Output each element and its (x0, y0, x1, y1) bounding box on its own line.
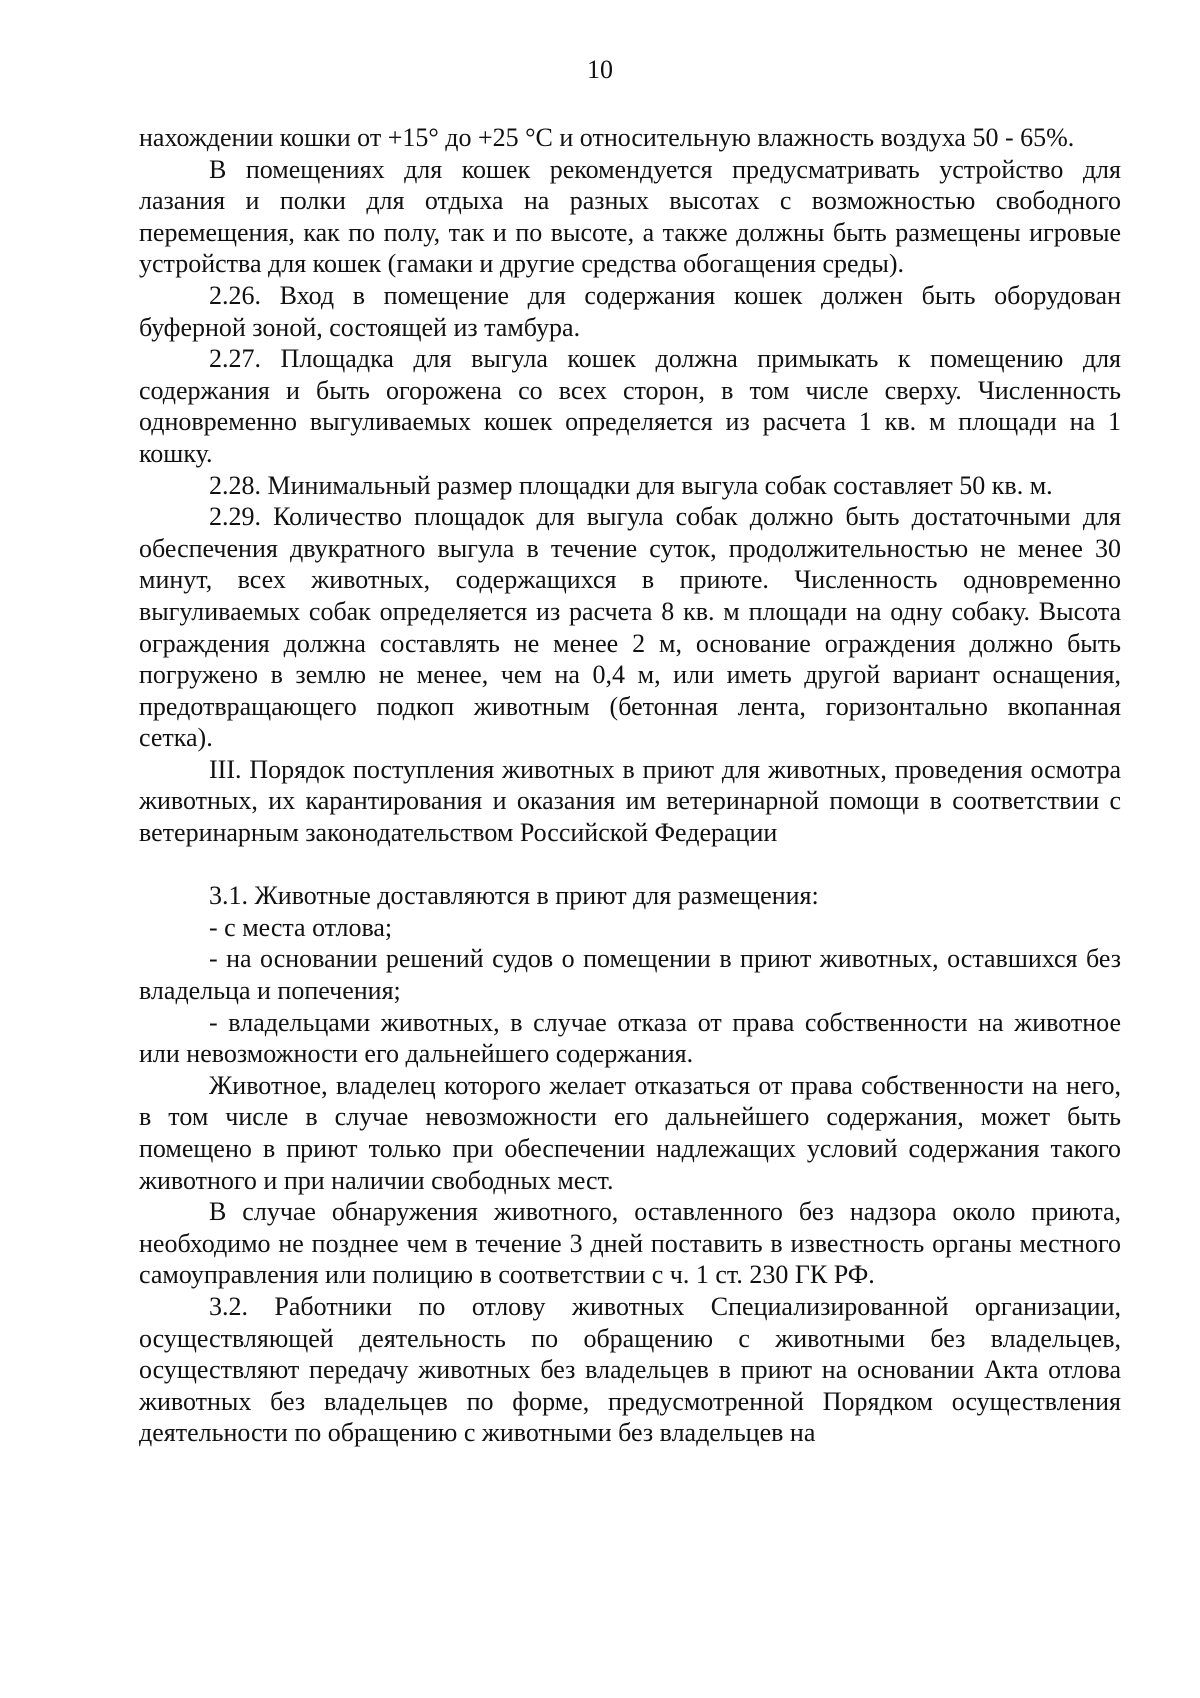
paragraph-owner-renounce: Животное, владелец которого желает отказаться от права собственности на него, в том числе в случае невозможности его дальнейшего содержания, может быть помещено в приют только при обеспечении надлежащих условий содержания такого животного и при наличии свободных мест. (139, 1070, 1121, 1195)
list-item-capture-site: - с места отлова; (209, 912, 393, 942)
section-heading-iii: III. Порядок поступления животных в приют для животных, проведения осмотра животных, их карантирования и оказания им ветеринарной помощи в соответствии с ветеринарным законодательством Российской Федерации (139, 754, 1121, 848)
paragraph-2-29: 2.29. Количество площадок для выгула собак должно быть достаточными для обеспечения двукратного выгула в течение суток, продолжительностью не менее 30 минут, всех животных, содержащихся в приюте. Численность одновременно выгуливаемых собак определяется из расчета 8 кв. м площади на одну собаку. Высота ограждения должна составлять не менее 2 м, основание ограждения должно быть погружено в землю не менее, чем на 0,4 м, или иметь другой вариант оснащения, предотвращающего подкоп животным (бетонная лента, горизонтально вкопанная сетка). (139, 502, 1121, 753)
paragraph-3-1: 3.1. Животные доставляются в приют для размещения: (209, 881, 819, 911)
paragraph-3-2: 3.2. Работники по отлову животных Специализированной организации, осуществляющей деятельность по обращению с животными без владельцев, осуществляют передачу животных без владельцев в приют на основании Акта отлова животных без владельцев по форме, предусмотренной Порядком осуществления деятельности по обращению с животными без владельцев на (139, 1291, 1121, 1448)
paragraph-cat-rooms: В помещениях для кошек рекомендуется предусматривать устройство для лазания и полки для отдыха на разных высотах с возможностью свободного перемещения, как по полу, так и по высоте, а также должны быть размещены игровые устройства для кошек (гамаки и другие средства обогащения среды). (139, 154, 1121, 279)
document-body (139, 122, 1121, 1449)
list-item-owner-refusal: - владельцами животных, в случае отказа от права собственности на животное или невозможности его дальнейшего содержания. (139, 1007, 1121, 1069)
paragraph-unattended-animal: В случае обнаружения животного, оставленного без надзора около приюта, необходимо не позднее чем в течение 3 дней поставить в известность органы местного самоуправления или полицию в соответствии с ч. 1 ст. 230 ГК РФ. (139, 1197, 1121, 1290)
list-item-court-decision: - на основании решений судов о помещении в приют животных, оставшихся без владельца и попечения; (139, 944, 1121, 1006)
paragraph-2-28: 2.28. Минимальный размер площадки для выгула собак составляет 50 кв. м. (209, 470, 1053, 500)
paragraph-2-27: 2.27. Площадка для выгула кошек должна примыкать к помещению для содержания и быть огорожена со всех сторон, в том числе сверху. Численность одновременно выгуливаемых кошек определяется из расчета 1 кв. м площади на 1 кошку. (139, 344, 1121, 468)
paragraph-humidity-continuation: нахождении кошки от +15° до +25 °С и относительную влажность воздуха 50 - 65%. (139, 123, 1075, 152)
page-number: 10 (587, 55, 613, 84)
paragraph-2-26: 2.26. Вход в помещение для содержания кошек должен быть оборудован буферной зоной, состоящей из тамбура. (139, 280, 1121, 342)
